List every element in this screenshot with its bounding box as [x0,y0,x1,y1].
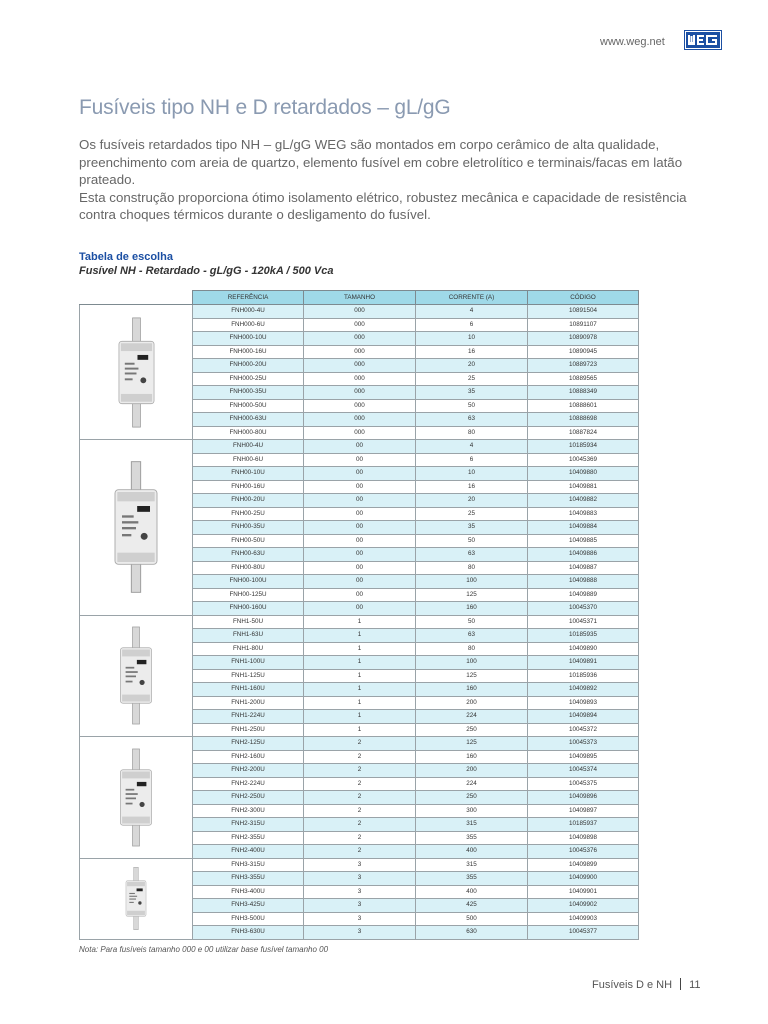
cell-referencia: FNH000-50U [193,399,304,413]
cell-referencia: FNH1-200U [193,696,304,710]
table-row [80,615,639,629]
cell-codigo: 10409890 [528,642,639,656]
cell-tamanho: 1 [304,656,416,670]
cell-tamanho: 00 [304,453,416,467]
cell-corrente: 16 [416,345,528,359]
cell-referencia: FNH3-630U [193,926,304,940]
cell-codigo: 10409882 [528,494,639,508]
cell-tamanho: 00 [304,440,416,454]
cell-codigo: 10409894 [528,710,639,724]
fuse-size-1-image [80,615,193,737]
cell-tamanho: 000 [304,359,416,373]
cell-referencia: FNH1-224U [193,710,304,724]
cell-corrente: 355 [416,872,528,886]
cell-tamanho: 000 [304,426,416,440]
cell-codigo: 10888698 [528,413,639,427]
cell-corrente: 125 [416,669,528,683]
table-row [80,858,639,872]
cell-codigo: 10889565 [528,372,639,386]
website-url[interactable]: www.weg.net [600,36,665,48]
fuse-size-00-image [80,440,193,616]
page-footer [592,978,701,991]
cell-tamanho: 2 [304,831,416,845]
cell-tamanho: 3 [304,912,416,926]
cell-codigo: 10185936 [528,669,639,683]
cell-corrente: 10 [416,332,528,346]
cell-referencia: FNH00-160U [193,602,304,616]
cell-referencia: FNH000-10U [193,332,304,346]
cell-tamanho: 3 [304,926,416,940]
cell-tamanho: 2 [304,750,416,764]
image-column-header [80,291,193,305]
cell-tamanho: 00 [304,588,416,602]
cell-corrente: 80 [416,426,528,440]
cell-codigo: 10409887 [528,561,639,575]
cell-referencia: FNH1-125U [193,669,304,683]
cell-tamanho: 1 [304,723,416,737]
cell-codigo: 10045369 [528,453,639,467]
cell-corrente: 10 [416,467,528,481]
cell-tamanho: 1 [304,710,416,724]
cell-referencia: FNH00-6U [193,453,304,467]
cell-tamanho: 3 [304,899,416,913]
cell-codigo: 10045374 [528,764,639,778]
table-row [80,737,639,751]
cell-tamanho: 000 [304,386,416,400]
table-header-row [80,291,639,305]
intro-paragraph-1: Os fusíveis retardados tipo NH – gL/gG WEG são montados em corpo cerâmico de alta qualidade, preenchimento com areia de quartzo, elemento fusível em cobre eletrolítico e terminais/facas em latão prateado. [79,137,683,187]
cell-codigo: 10409896 [528,791,639,805]
cell-corrente: 500 [416,912,528,926]
cell-corrente: 400 [416,845,528,859]
cell-tamanho: 00 [304,467,416,481]
cell-corrente: 300 [416,804,528,818]
cell-codigo: 10891504 [528,305,639,319]
cell-referencia: FNH00-25U [193,507,304,521]
cell-referencia: FNH2-300U [193,804,304,818]
cell-corrente: 100 [416,656,528,670]
cell-codigo: 10409888 [528,575,639,589]
cell-corrente: 25 [416,507,528,521]
cell-tamanho: 00 [304,494,416,508]
cell-tamanho: 00 [304,575,416,589]
cell-tamanho: 00 [304,548,416,562]
cell-corrente: 20 [416,494,528,508]
cell-tamanho: 00 [304,602,416,616]
cell-tamanho: 2 [304,764,416,778]
cell-corrente: 250 [416,791,528,805]
cell-codigo: 10045375 [528,777,639,791]
cell-corrente: 16 [416,480,528,494]
cell-codigo: 10888349 [528,386,639,400]
header-tamanho: TAMANHO [304,291,416,305]
table-subheading: Fusível NH - Retardado - gL/gG - 120kA / 500 Vca [79,265,334,277]
cell-codigo: 10045372 [528,723,639,737]
cell-referencia: FNH3-355U [193,872,304,886]
table-heading: Tabela de escolha [79,251,173,263]
cell-tamanho: 000 [304,372,416,386]
cell-tamanho: 1 [304,615,416,629]
cell-tamanho: 000 [304,318,416,332]
cell-referencia: FNH00-35U [193,521,304,535]
cell-referencia: FNH1-63U [193,629,304,643]
cell-tamanho: 1 [304,669,416,683]
cell-codigo: 10409883 [528,507,639,521]
cell-referencia: FNH000-35U [193,386,304,400]
cell-codigo: 10185934 [528,440,639,454]
cell-codigo: 10409898 [528,831,639,845]
cell-codigo: 10890978 [528,332,639,346]
cell-corrente: 20 [416,359,528,373]
cell-corrente: 35 [416,386,528,400]
cell-corrente: 224 [416,710,528,724]
cell-referencia: FNH3-315U [193,858,304,872]
cell-referencia: FNH1-100U [193,656,304,670]
cell-tamanho: 2 [304,737,416,751]
cell-codigo: 10888601 [528,399,639,413]
cell-tamanho: 1 [304,629,416,643]
cell-tamanho: 000 [304,399,416,413]
cell-codigo: 10409897 [528,804,639,818]
cell-corrente: 160 [416,750,528,764]
cell-referencia: FNH1-80U [193,642,304,656]
fuse-size-3-image [80,858,193,939]
cell-corrente: 25 [416,372,528,386]
intro-text [79,136,699,224]
cell-tamanho: 000 [304,332,416,346]
cell-codigo: 10409893 [528,696,639,710]
cell-referencia: FNH00-100U [193,575,304,589]
cell-codigo: 10409899 [528,858,639,872]
cell-referencia: FNH2-250U [193,791,304,805]
cell-corrente: 125 [416,588,528,602]
cell-referencia: FNH000-4U [193,305,304,319]
fuse-selection-table [79,290,639,940]
cell-tamanho: 000 [304,305,416,319]
cell-referencia: FNH000-6U [193,318,304,332]
cell-corrente: 125 [416,737,528,751]
header-corrente: CORRENTE (A) [416,291,528,305]
cell-tamanho: 000 [304,413,416,427]
cell-codigo: 10409900 [528,872,639,886]
weg-logo [684,30,722,50]
cell-codigo: 10409881 [528,480,639,494]
cell-codigo: 10887824 [528,426,639,440]
cell-tamanho: 1 [304,642,416,656]
cell-tamanho: 3 [304,858,416,872]
cell-tamanho: 00 [304,480,416,494]
cell-corrente: 6 [416,453,528,467]
intro-paragraph-2: Esta construção proporciona ótimo isolamento elétrico, robustez mecânica e capacidade de resistência contra choques térmicos durante o desligamento do fusível. [79,189,687,222]
cell-referencia: FNH00-20U [193,494,304,508]
cell-corrente: 6 [416,318,528,332]
footer-divider [680,978,681,990]
cell-referencia: FNH3-500U [193,912,304,926]
cell-tamanho: 2 [304,818,416,832]
cell-codigo: 10185937 [528,818,639,832]
cell-corrente: 200 [416,764,528,778]
cell-tamanho: 3 [304,885,416,899]
fuse-size-2-image [80,737,193,859]
cell-referencia: FNH000-63U [193,413,304,427]
cell-codigo: 10045377 [528,926,639,940]
cell-corrente: 315 [416,818,528,832]
header-codigo: CÓDIGO [528,291,639,305]
cell-referencia: FNH1-250U [193,723,304,737]
cell-referencia: FNH000-16U [193,345,304,359]
cell-codigo: 10409886 [528,548,639,562]
footer-section: Fusíveis D e NH [592,979,673,991]
cell-tamanho: 1 [304,696,416,710]
cell-referencia: FNH1-160U [193,683,304,697]
cell-referencia: FNH000-25U [193,372,304,386]
cell-referencia: FNH00-80U [193,561,304,575]
cell-referencia: FNH2-200U [193,764,304,778]
cell-corrente: 224 [416,777,528,791]
fuse-size-000-image [80,305,193,440]
table-row [80,305,639,319]
cell-corrente: 160 [416,683,528,697]
cell-referencia: FNH2-355U [193,831,304,845]
cell-corrente: 160 [416,602,528,616]
cell-referencia: FNH00-16U [193,480,304,494]
cell-codigo: 10409884 [528,521,639,535]
cell-tamanho: 00 [304,534,416,548]
cell-corrente: 80 [416,561,528,575]
cell-codigo: 10409901 [528,885,639,899]
cell-referencia: FNH00-125U [193,588,304,602]
cell-codigo: 10409895 [528,750,639,764]
cell-codigo: 10045373 [528,737,639,751]
cell-corrente: 250 [416,723,528,737]
cell-corrente: 100 [416,575,528,589]
cell-corrente: 4 [416,305,528,319]
cell-corrente: 400 [416,885,528,899]
cell-referencia: FNH3-425U [193,899,304,913]
cell-corrente: 35 [416,521,528,535]
cell-corrente: 63 [416,413,528,427]
cell-tamanho: 2 [304,804,416,818]
cell-codigo: 10409889 [528,588,639,602]
cell-corrente: 63 [416,629,528,643]
cell-referencia: FNH00-50U [193,534,304,548]
page-title: Fusíveis tipo NH e D retardados – gL/gG [79,96,451,119]
cell-codigo: 10409885 [528,534,639,548]
cell-codigo: 10045370 [528,602,639,616]
cell-corrente: 355 [416,831,528,845]
cell-referencia: FNH00-63U [193,548,304,562]
cell-referencia: FNH1-50U [193,615,304,629]
table-row [80,440,639,454]
cell-corrente: 425 [416,899,528,913]
cell-referencia: FNH00-10U [193,467,304,481]
cell-codigo: 10890945 [528,345,639,359]
cell-corrente: 4 [416,440,528,454]
cell-referencia: FNH000-20U [193,359,304,373]
cell-codigo: 10409902 [528,899,639,913]
cell-corrente: 200 [416,696,528,710]
page-number: 11 [689,979,701,991]
cell-corrente: 63 [416,548,528,562]
header-referencia: REFERÊNCIA [193,291,304,305]
cell-corrente: 50 [416,399,528,413]
cell-tamanho: 00 [304,521,416,535]
cell-referencia: FNH2-224U [193,777,304,791]
cell-tamanho: 2 [304,791,416,805]
cell-tamanho: 3 [304,872,416,886]
cell-referencia: FNH3-400U [193,885,304,899]
cell-codigo: 10409891 [528,656,639,670]
cell-corrente: 630 [416,926,528,940]
cell-codigo: 10045371 [528,615,639,629]
cell-tamanho: 00 [304,561,416,575]
cell-referencia: FNH00-4U [193,440,304,454]
cell-corrente: 50 [416,534,528,548]
cell-tamanho: 1 [304,683,416,697]
cell-codigo: 10185935 [528,629,639,643]
cell-referencia: FNH000-80U [193,426,304,440]
cell-referencia: FNH2-315U [193,818,304,832]
cell-corrente: 50 [416,615,528,629]
cell-referencia: FNH2-125U [193,737,304,751]
cell-tamanho: 000 [304,345,416,359]
cell-codigo: 10409903 [528,912,639,926]
cell-tamanho: 2 [304,777,416,791]
cell-corrente: 315 [416,858,528,872]
footnote: Nota: Para fusíveis tamanho 000 e 00 utilizar base fusível tamanho 00 [79,945,329,954]
cell-tamanho: 00 [304,507,416,521]
cell-corrente: 80 [416,642,528,656]
cell-codigo: 10045376 [528,845,639,859]
cell-codigo: 10889723 [528,359,639,373]
cell-referencia: FNH2-160U [193,750,304,764]
cell-tamanho: 2 [304,845,416,859]
cell-referencia: FNH2-400U [193,845,304,859]
cell-codigo: 10409892 [528,683,639,697]
cell-codigo: 10891107 [528,318,639,332]
cell-codigo: 10409880 [528,467,639,481]
